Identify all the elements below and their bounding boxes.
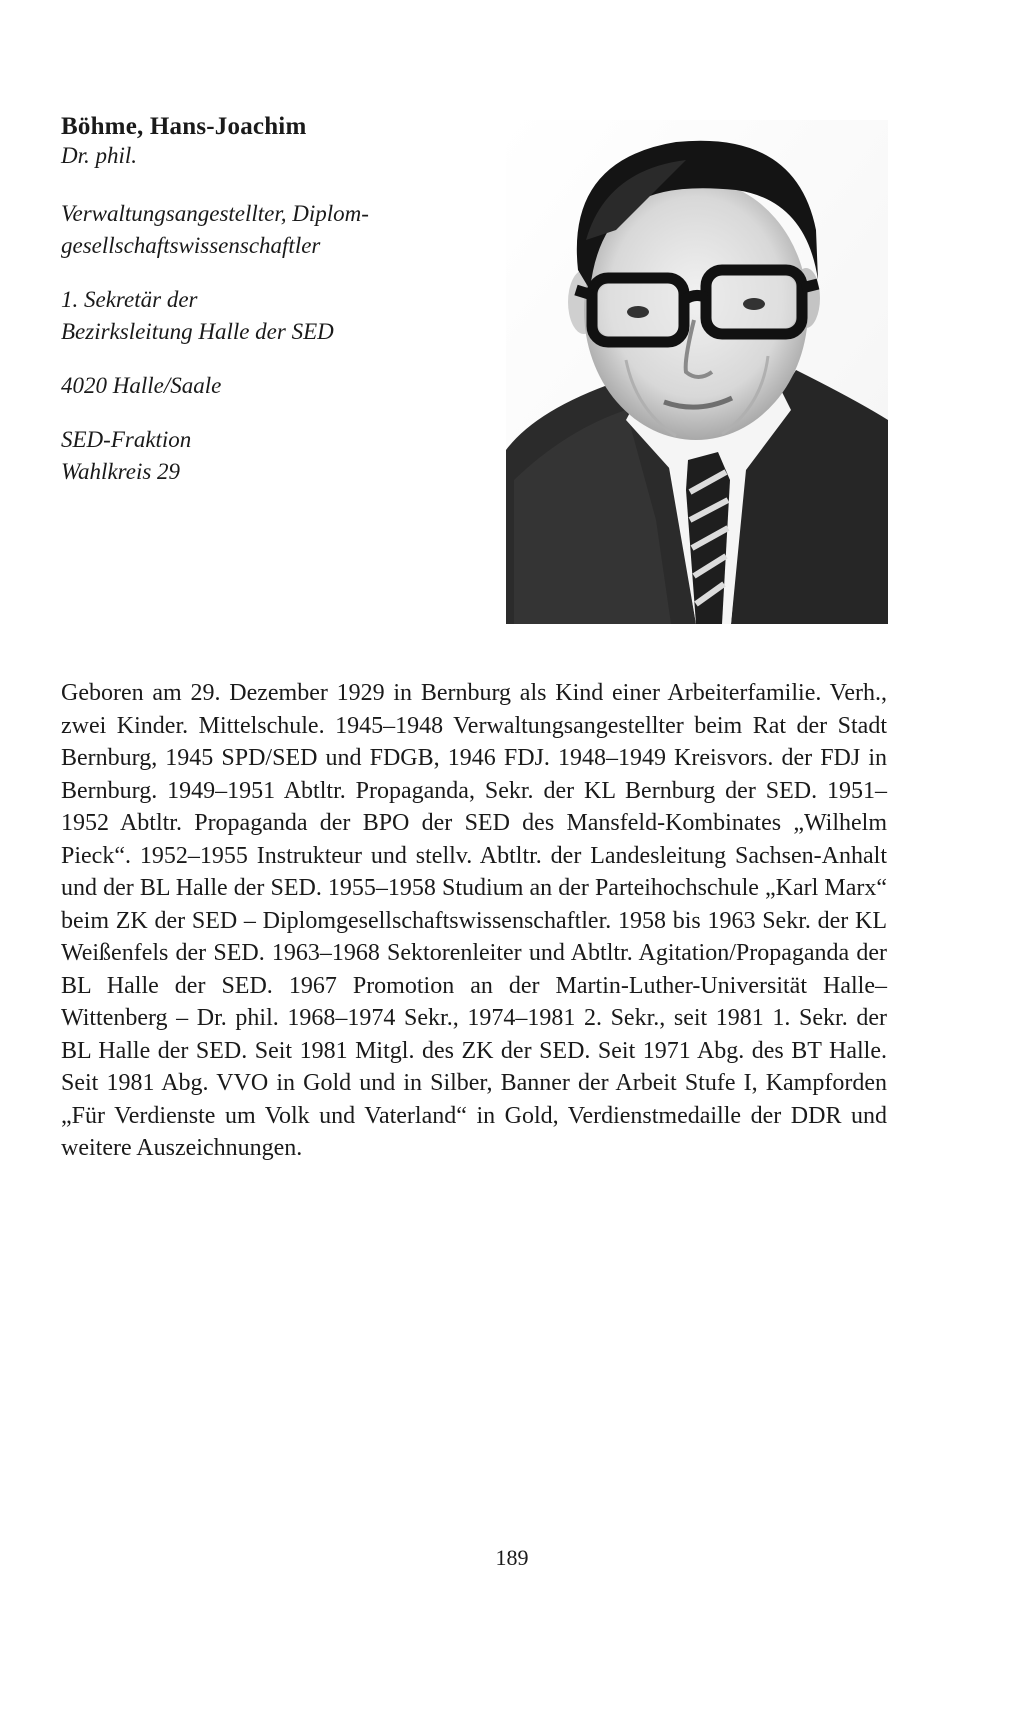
profession-block <box>61 198 481 262</box>
fraction-block <box>61 424 481 488</box>
biography-text: Geboren am 29. Dezember 1929 in Bernburg als Kind einer Arbeiterfamilie. Verh., zwei Kinder. Mittelschule. 1945–1948 Verwaltungsangestellter beim Rat der Stadt Bernburg, 1945 SPD/SED und FDGB, 1946 FDJ. 1948–1949 Kreisvors. der FDJ in Bernburg. 1949–1951 Abtltr. Propaganda, Sekr. der KL Bernburg der SED. 1951–1952 Abtltr. Propaganda der BPO der SED des Mansfeld-Kombinates „Wilhelm Pieck“. 1952–1955 Instrukteur und stellv. Abtltr. der Landesleitung Sachsen-Anhalt und der BL Halle der SED. 1955–1958 Studium an der Parteihochschule „Karl Marx“ beim ZK der SED – Diplomgesellschaftswissenschaftler. 1958 bis 1963 Sekr. der KL Weißenfels der SED. 1963–1968 Sektorenleiter und Abtltr. Agitation/Propaganda der BL Halle der SED. 1967 Promotion an der Martin-Luther-Universität Halle–Wittenberg – Dr. phil. 1968–1974 Sekr., 1974–1981 2. Sekr., seit 1981 1. Sekr. der BL Halle der SED. Seit 1981 Mitgl. des ZK der SED. Seit 1971 Abg. des BT Halle. Seit 1981 Abg. VVO in Gold und in Silber, Banner der Arbeit Stufe I, Kampforden „Für Verdienste um Volk und Vaterland“ in Gold, Verdienstmedaille der DDR und weitere Auszeichnungen. <box>61 680 887 1161</box>
address-block <box>61 370 481 402</box>
portrait-photo-icon <box>506 120 888 624</box>
person-name: Böhme, Hans-Joachim <box>61 113 307 140</box>
constituency: Wahlkreis 29 <box>61 459 181 484</box>
position-block <box>61 284 481 348</box>
page-number: 189 <box>495 1545 529 1570</box>
profession-line-2: gesellschaftswissenschaftler <box>61 233 321 258</box>
portrait-photo <box>506 120 888 624</box>
position-line-2: Bezirksleitung Halle der SED <box>61 319 334 344</box>
address: 4020 Halle/Saale <box>61 373 222 398</box>
academic-degree: Dr. phil. <box>61 143 138 168</box>
fraction: SED-Fraktion <box>61 427 192 452</box>
position-line-1: 1. Sekretär der <box>61 287 198 312</box>
entry-header <box>61 112 481 488</box>
profession-line-1: Verwaltungsangestellter, Diplom- <box>61 201 369 226</box>
